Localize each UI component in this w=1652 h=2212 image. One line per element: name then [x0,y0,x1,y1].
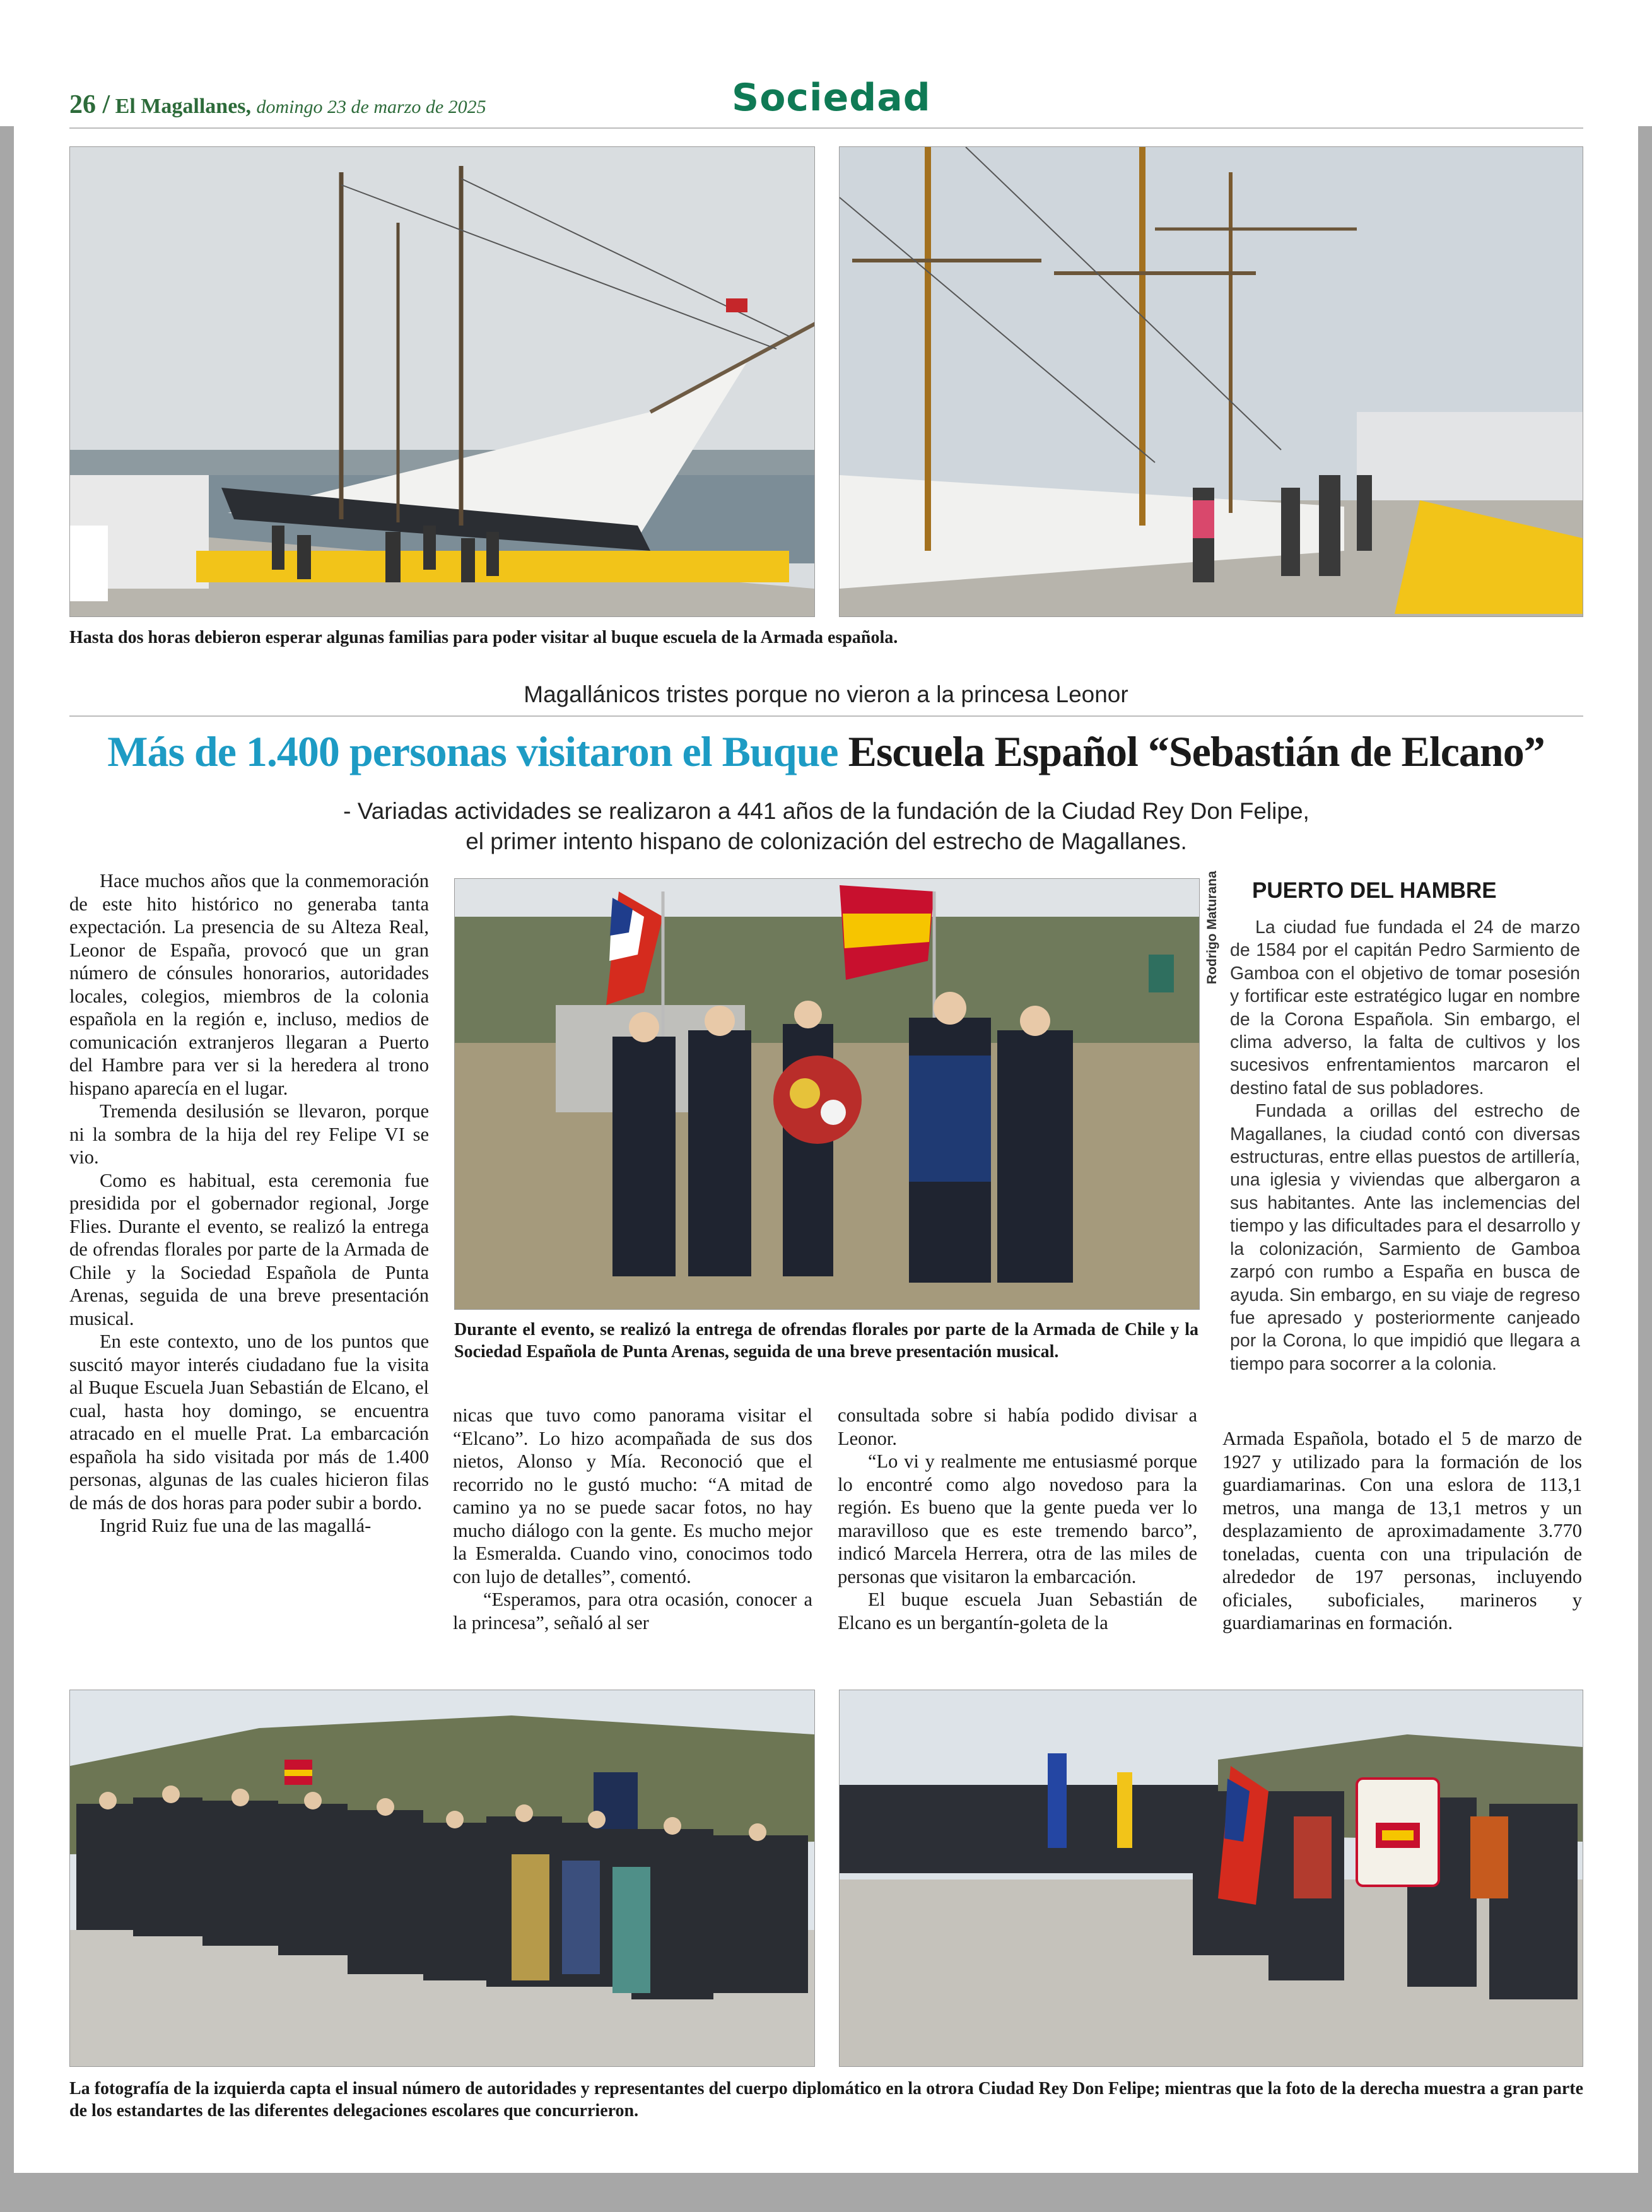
paragraph: consultada sobre si había podido divisar a Leonor. [838,1404,1197,1449]
tall-ship-bow-dock-photo [69,146,815,617]
paragraph: nicas que tuvo como panorama visitar el “Elcano”. Lo hizo acompañada de sus dos nietos, Alonso y Mía. Reconoció que el recorrido no le gustó mucho: “A mitad de camino ya no se puede sacar fotos, no hay mucho diálogo con la gente. Es mucho mejor la Esmeralda. Cuando vino, conocimos todo con lujo de detalles”, comentó. [453,1404,812,1587]
subheadline-line-2: el primer intento hispano de colonización del estrecho de Magallanes. [466,828,1187,854]
publication-name: El Magallanes, [115,95,252,118]
article-column-1 [69,869,429,1538]
subheadline-line-1: - Variadas actividades se realizaron a 441 años de la fundación de la Ciudad Rey Don Felipe, [343,798,1309,824]
ceremony-photo-caption: Durante el evento, se realizó la entrega de ofrendas florales por parte de la Armada de Chile y la Sociedad Española de Punta Arenas, seguida de una breve presentación musical. [454,1320,1198,1362]
subheadline [189,796,1463,857]
paragraph: El buque escuela Juan Sebastián de Elcano es un bergantín-goleta de la [838,1589,1197,1633]
page-folio [69,90,486,120]
sidebar-box [1230,916,1580,1375]
authorities-crowd-photo [69,1690,815,2067]
header-rule [69,127,1583,129]
paragraph: “Esperamos, para otra ocasión, conocer a la princesa”, señaló al ser [453,1589,812,1633]
headline-part-main: Escuela Español “Sebastián de Elcano” [848,727,1545,775]
bottom-photos-caption: La fotografía de la izquierda capta el insual número de autoridades y representantes del cuerpo diplomático en la otrora Ciudad Rey Don Felipe; mientras que la foto de la derecha muestra a gran parte de los estandartes de las diferentes delegaciones escolares que concurrieron. [69,2079,1583,2121]
paragraph: Ingrid Ruiz fue una de las magallá- [100,1515,372,1536]
sidebar-paragraph: Fundada a orillas del estrecho de Magallanes, la ciudad contó con diversas estructuras, entre ellas puestos de artillería, una iglesia y viviendas que albergaron a sus habitantes. Ante las inclemencias del tiempo y las dificultades para el desarrollo y la colonización, Sarmiento de Gamboa zarpó con rumbo a España en busca de ayuda. Sin embargo, en su viaje de regreso fue apresado y posteriormente canjeado por la Corona, lo que impidió que llegara a tiempo para socorrer a la colonia. [1230,1101,1580,1374]
sidebar-title: PUERTO DEL HAMBRE [1252,878,1497,903]
tall-ship-masts-visitors-photo [839,146,1583,617]
headline-part-accent: Más de 1.400 personas visitaron el Buque [107,727,838,775]
paragraph: Tremenda desilusión se llevaron, porque ni la sombra de la hija del rey Felipe VI se vio. [69,1100,429,1168]
article-column-2 [453,1404,812,1634]
photo-credit: Rodrigo Maturana [1205,871,1219,984]
section-title: Sociedad [732,76,931,120]
sidebar-paragraph: La ciudad fue fundada el 24 de marzo de 1584 por el capitán Pedro Sarmiento de Gamboa con el objetivo de tomar posesión y fortificar este estratégico lugar en nombre de la Corona Española. Sin embargo, el clima adverso, la falta de cultivos y los sucesivos enfrentamientos marcaron el destino fatal de sus pobladores. [1230,917,1580,1098]
paragraph: “Lo vi y realmente me entusiasmé porque lo encontré como algo novedoso para la región. Es bueno que la gente pueda ver lo maravilloso que es este tremendo barco”, indicó Marcela Herrera, otra de las miles de personas que visitaron la embarcación. [838,1450,1197,1587]
kicker-rule [69,715,1583,717]
paragraph: Armada Española, botado el 5 de marzo de 1927 y utilizado para la formación de los guardiamarinas. Con una eslora de 113,1 metros, una manga de 13,1 metros y un desplazamiento de aproximadamente 3.770 toneladas, cuenta con una tripulación de alrededor de 197 personas, incluyendo oficiales, suboficiales, marineros y guardiamarinas en formación. [1222,1428,1582,1633]
paragraph: En este contexto, uno de los puntos que suscitó mayor interés ciudadano fue la visita al Buque Escuela Juan Sebastián de Elcano, el cual, hasta hoy domingo, se encuentra atracado en el muelle Prat. La embarcación española ha sido visitada por más de 1.400 personas, algunas de las cuales hicieron filas de más de dos horas para poder subir a bordo. [69,1331,429,1514]
page-number: 26 / [69,90,110,119]
paragraph: Como es habitual, esta ceremonia fue presidida por el gobernador regional, Jorge Flies. Durante el evento, se realizó la entrega de ofrendas florales por parte de la Armada de Chile y la Sociedad Española de Punta Arenas, seguida de una breve presentación musical. [69,1169,429,1329]
headline [0,727,1652,777]
article-column-3 [838,1404,1197,1634]
school-banners-photo [839,1690,1583,2067]
article-column-4 [1222,1427,1582,1635]
publication-date: domingo 23 de marzo de 2025 [256,97,486,117]
paragraph: Hace muchos años que la conmemoración de este hito histórico no generaba tanta expectación. La presencia de su Alteza Real, Leonor de España, provocó que un gran número de cónsules honorarios, autoridades locales, colegios, miembros de la colonia española en la región e, incluso, medios de comunicación extranjeros llegaran a Puerto del Hambre para ver si la heredera al trono hispano aparecía en el lugar. [69,870,429,1099]
top-photos-caption: Hasta dos horas debieron esperar algunas familias para poder visitar al buque escuela de la Armada española. [69,628,898,647]
kicker: Magallánicos tristes porque no vieron a la princesa Leonor [524,681,1128,707]
wreath-ceremony-photo [454,878,1200,1310]
